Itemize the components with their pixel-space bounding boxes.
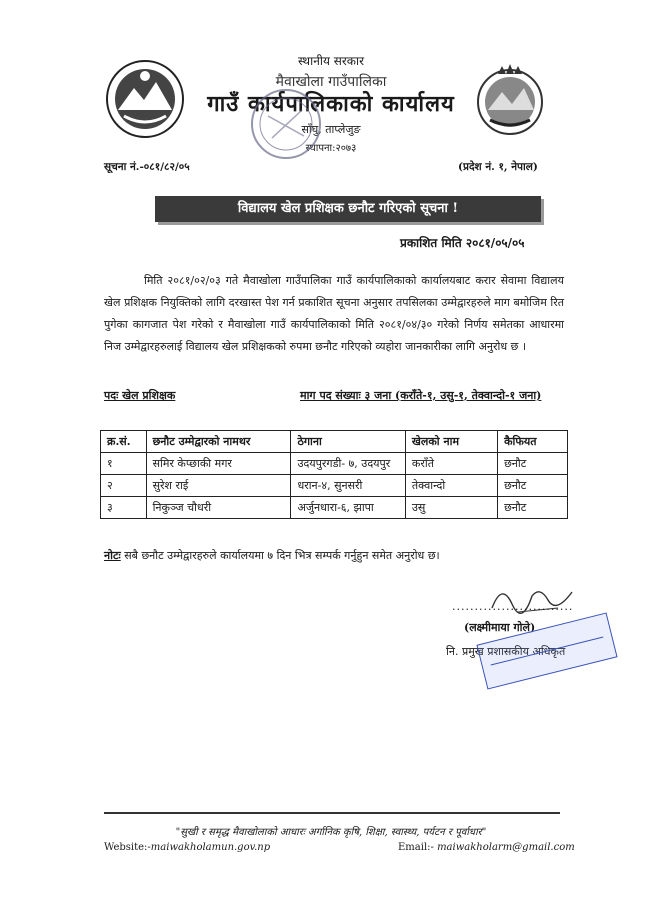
footer-website (104, 842, 270, 853)
published-date: प्रकाशित मिति २०८१/०५/०५ (400, 236, 525, 250)
cell-name: समिर केप्छाकी मगर (146, 453, 291, 475)
header-address: ठेगाना (291, 431, 405, 453)
cell-serial: २ (101, 475, 147, 497)
cell-address: अर्जुनधारा-६, झापा (291, 497, 405, 519)
header-name: छनौट उम्मेद्वारको नामथर (146, 431, 291, 453)
cell-serial: १ (101, 453, 147, 475)
footer-divider (104, 812, 560, 814)
office-name: गाउँ कार्यपालिकाको कार्यालय (207, 91, 455, 117)
cell-sport: उसु (405, 497, 497, 519)
header-sport: खेलको नाम (405, 431, 497, 453)
notice-body: मिति २०८१/०२/०३ गते मैवाखोला गाउँपालिका गाउँ कार्यपालिकाको कार्यालयबाट करार सेवामा विद्यालय खेल प्रशिक्षक नियुक्तिको लागि दरखास्त पेश गर्न प्रकाशित सूचना अनुसार तपसिलका उम्मेद्वारहरुले माग बमोजिम रित पुगेका कागजात पेश गरेको र मैवाखोला गाउँ कार्यपालिकाको मिति २०८१/०४/३० गरेको निर्णय समेतका आधारमा निज उम्मेद्वारहरुलाई विद्यालय खेल प्रशिक्षकको रुपमा छनौट गरिएको व्यहोरा जानकारीका लागि अनुरोध छ । (104, 274, 564, 353)
office-address: साँघु, ताप्लेजुङ (301, 123, 361, 136)
table-row (101, 497, 568, 519)
cell-serial: ३ (101, 497, 147, 519)
table-header-row (101, 431, 568, 453)
note-label: नोटः (104, 549, 121, 562)
province-label: (प्रदेश नं. १, नेपाल) (458, 161, 538, 173)
demand-count: माग पद संख्याः ३ जना (कराँते-१, उसु-१, तेक्वान्दो-१ जना) (300, 389, 542, 402)
office-stamp-icon (236, 86, 354, 166)
notice-title: विद्यालय खेल प्रशिक्षक छनौट गरिएको सूचना ! (155, 196, 541, 222)
table-row (101, 453, 568, 475)
footer-slogan: "सुखी र समृद्ध मैवाखोलाको आधारः अर्गानिक कृषि, शिक्षा, स्वास्थ्य, पर्यटन र पूर्वाधार" (175, 827, 487, 838)
footer-email (398, 842, 575, 853)
cell-address: धरान-४, सुनसरी (291, 475, 405, 497)
cell-remarks: छनौट (498, 453, 568, 475)
table-row (101, 475, 568, 497)
cell-name: सुरेश राई (146, 475, 291, 497)
cell-sport: तेक्वान्दो (405, 475, 497, 497)
cell-remarks: छनौट (498, 475, 568, 497)
website-link[interactable]: maiwakholamun.gov.np (150, 842, 271, 853)
notice-number: सूचना नं.-०८१/८२/०५ (104, 161, 190, 173)
header-remarks: कैफियत (498, 431, 568, 453)
email-link[interactable]: maiwakholarm@gmail.com (437, 842, 575, 853)
signatory-name: (लक्ष्मीमाया गोले) (464, 621, 536, 634)
signature-line: ........................... (452, 600, 574, 613)
website-label: Website:- (104, 842, 151, 853)
candidates-table (100, 430, 568, 519)
cell-sport: कराँते (405, 453, 497, 475)
note (104, 548, 440, 563)
signatory-title: नि. प्रमुख प्रशासकीय अधिकृत (446, 645, 566, 658)
municipality-name: मैवाखोला गाउँपालिका (275, 74, 387, 90)
cell-address: उदयपुरगडी- ७, उदयपुर (291, 453, 405, 475)
post-label: पदः खेल प्रशिक्षक (104, 389, 176, 402)
cell-name: निकुञ्ज चौधरी (146, 497, 291, 519)
government-label: स्थानीय सरकार (298, 54, 364, 68)
header-serial: क्र.सं. (101, 431, 147, 453)
cell-remarks: छनौट (498, 497, 568, 519)
note-text: सबै छनौट उम्मेद्वारहरुले कार्यालयमा ७ दिन भित्र सम्पर्क गर्नुहुन समेत अनुरोध छ। (120, 549, 440, 562)
established-year: स्थापना:२०७३ (305, 143, 357, 154)
email-label: Email:- (398, 842, 438, 853)
